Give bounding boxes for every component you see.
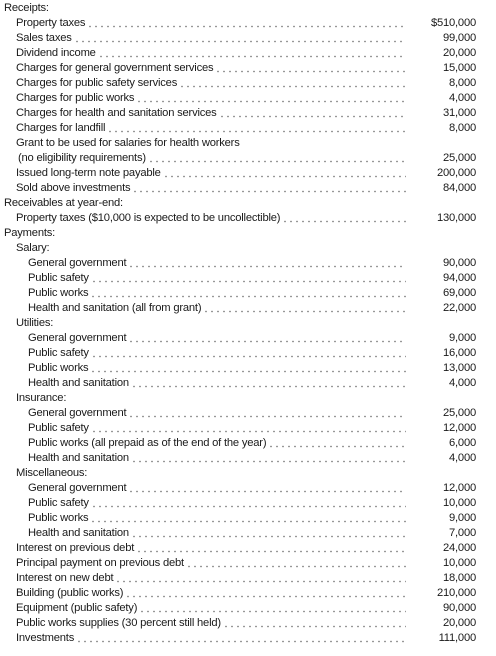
dot-leader: [90, 370, 406, 373]
line-item-amount: 12,000: [442, 482, 476, 494]
line-item-amount: 111,000: [438, 632, 476, 644]
line-item-amount: 15,000: [442, 62, 476, 74]
dot-leader: [131, 385, 406, 388]
line-item-amount: 25,000: [442, 152, 476, 164]
line-item-amount: 24,000: [442, 542, 476, 554]
line-item-amount: 20,000: [442, 617, 476, 629]
section-heading: [0, 226, 496, 241]
line-item-amount: 9,000: [449, 332, 476, 344]
line-item-label: Principal payment on previous debt: [16, 557, 184, 569]
line-item: [0, 616, 496, 631]
line-item-label: General government: [28, 482, 127, 494]
dot-leader: [136, 100, 406, 103]
line-item-amount: 84,000: [442, 182, 476, 194]
line-item: [0, 91, 496, 106]
section-heading: [0, 1, 496, 16]
line-item: [0, 16, 496, 31]
line-item-label: Health and sanitation (all from grant): [28, 302, 202, 314]
line-item: [0, 76, 496, 91]
section-heading: [0, 241, 496, 256]
line-item-amount: 9,000: [449, 512, 476, 524]
line-item: [0, 556, 496, 571]
line-item-label: Charges for landfill: [16, 122, 106, 134]
line-item-label: Interest on new debt: [16, 572, 114, 584]
line-item: [0, 271, 496, 286]
dot-leader: [90, 295, 406, 298]
line-item-amount: 4,000: [449, 377, 476, 389]
dot-leader: [148, 160, 406, 163]
line-item-label: Insurance:: [16, 392, 67, 404]
line-item-label: Public safety: [28, 422, 89, 434]
dot-leader: [128, 265, 406, 268]
line-item-label: Sold above investments: [16, 182, 131, 194]
line-item-amount: 210,000: [436, 587, 476, 599]
line-item: [0, 601, 496, 616]
line-item-label: Public safety: [28, 347, 89, 359]
line-item-amount: 31,000: [442, 107, 476, 119]
section-heading: [0, 316, 496, 331]
line-item: [0, 256, 496, 271]
line-item-amount: 6,000: [449, 437, 476, 449]
line-item-label: Sales taxes: [16, 32, 72, 44]
line-item-amount: 16,000: [442, 347, 476, 359]
dot-leader: [179, 85, 406, 88]
dot-leader: [128, 490, 406, 493]
dot-leader: [132, 190, 406, 193]
line-item: [0, 631, 496, 646]
dot-leader: [91, 505, 406, 508]
line-item-amount: 10,000: [442, 557, 476, 569]
line-item: [0, 421, 496, 436]
line-item: [0, 406, 496, 421]
line-item-label: Property taxes: [16, 17, 86, 29]
line-item-label: Health and sanitation: [28, 377, 129, 389]
dot-leader: [282, 220, 406, 223]
line-item: [0, 526, 496, 541]
line-item-label: Health and sanitation: [28, 527, 129, 539]
line-item-amount: 22,000: [442, 302, 476, 314]
line-item-amount: 99,000: [442, 32, 476, 44]
line-item-label: Public safety: [28, 272, 89, 284]
line-item: [0, 586, 496, 601]
dot-leader: [215, 70, 406, 73]
line-item: [0, 361, 496, 376]
line-item: [0, 571, 496, 586]
line-item: [0, 31, 496, 46]
dot-leader: [115, 580, 406, 583]
dot-leader: [125, 595, 406, 598]
line-item-amount: 4,000: [449, 452, 476, 464]
line-item-label: Equipment (public safety): [16, 602, 138, 614]
line-item-label: Receipts:: [4, 2, 49, 14]
line-item-amount: 69,000: [442, 287, 476, 299]
line-item-label: Utilities:: [16, 317, 54, 329]
dot-leader: [223, 625, 406, 628]
line-item-amount: 25,000: [442, 407, 476, 419]
section-heading: [0, 391, 496, 406]
line-item-label: Receivables at year-end:: [4, 197, 123, 209]
line-item: [0, 301, 496, 316]
dot-leader: [128, 415, 406, 418]
line-item-amount: 94,000: [442, 272, 476, 284]
dot-leader: [186, 565, 406, 568]
line-item-label: Public works: [28, 362, 89, 374]
line-item-amount: 4,000: [449, 92, 476, 104]
line-item-amount: 7,000: [449, 527, 476, 539]
line-item-label: Charges for health and sanitation services: [16, 107, 217, 119]
line-item-amount: 8,000: [449, 77, 476, 89]
line-item-label: Property taxes ($10,000 is expected to be uncollectible): [16, 212, 281, 224]
line-item: [0, 541, 496, 556]
section-heading: [0, 136, 496, 151]
line-item-label: Miscellaneous:: [16, 467, 88, 479]
dot-leader: [90, 520, 406, 523]
line-item: [0, 346, 496, 361]
line-item-label: Public works (all prepaid as of the end of the year): [28, 437, 267, 449]
dot-leader: [139, 610, 406, 613]
dot-leader: [268, 445, 406, 448]
dot-leader: [136, 550, 406, 553]
line-item: [0, 286, 496, 301]
line-item-label: General government: [28, 257, 127, 269]
line-item: [0, 496, 496, 511]
line-item-label: Charges for public works: [16, 92, 135, 104]
dot-leader: [91, 355, 406, 358]
line-item-label: General government: [28, 332, 127, 344]
line-item: [0, 181, 496, 196]
line-item-amount: 18,000: [442, 572, 476, 584]
line-item-amount: 10,000: [442, 497, 476, 509]
line-item-amount: 90,000: [442, 257, 476, 269]
section-heading: [0, 466, 496, 481]
line-item: [0, 121, 496, 136]
line-item-label: General government: [28, 407, 127, 419]
line-item-label: Investments: [16, 632, 75, 644]
line-item-label: Public works: [28, 287, 89, 299]
line-item-amount: 20,000: [442, 47, 476, 59]
dot-leader: [203, 310, 406, 313]
dot-leader: [107, 130, 406, 133]
line-item: [0, 151, 496, 166]
line-item: [0, 211, 496, 226]
line-item: [0, 46, 496, 61]
dot-leader: [76, 640, 406, 643]
line-item-label: Public works supplies (30 percent still held): [16, 617, 221, 629]
line-item-label: Charges for public safety services: [16, 77, 178, 89]
dot-leader: [163, 175, 406, 178]
line-item: [0, 331, 496, 346]
line-item-label: Dividend income: [16, 47, 96, 59]
dot-leader: [128, 340, 406, 343]
dot-leader: [91, 430, 406, 433]
line-item-amount: 13,000: [442, 362, 476, 374]
line-item-amount: $510,000: [430, 17, 476, 29]
line-item: [0, 166, 496, 181]
line-item: [0, 481, 496, 496]
line-item: [0, 61, 496, 76]
line-item-label: Issued long-term note payable: [16, 167, 161, 179]
line-item: [0, 106, 496, 121]
line-item-amount: 12,000: [442, 422, 476, 434]
line-item-label: Charges for general government services: [16, 62, 214, 74]
line-item-label: Health and sanitation: [28, 452, 129, 464]
dot-leader: [74, 40, 406, 43]
dot-leader: [87, 25, 406, 28]
line-item-label: Salary:: [16, 242, 50, 254]
dot-leader: [98, 55, 406, 58]
line-item-label: Interest on previous debt: [16, 542, 135, 554]
line-item-label: Grant to be used for salaries for health workers: [16, 137, 240, 149]
line-item-label: Payments:: [4, 227, 56, 239]
line-item-label: Building (public works): [16, 587, 124, 599]
dot-leader: [219, 115, 406, 118]
dot-leader: [131, 460, 406, 463]
line-item: [0, 376, 496, 391]
line-item-amount: 130,000: [436, 212, 476, 224]
line-item-amount: 8,000: [449, 122, 476, 134]
line-item-amount: 90,000: [442, 602, 476, 614]
line-item-label: Public safety: [28, 497, 89, 509]
dot-leader: [131, 535, 406, 538]
line-item-label: Public works: [28, 512, 89, 524]
line-item-amount: 200,000: [436, 167, 476, 179]
line-item: [0, 511, 496, 526]
line-item-label: (no eligibility requirements): [18, 152, 146, 164]
section-heading: [0, 196, 496, 211]
dot-leader: [91, 280, 406, 283]
line-item: [0, 436, 496, 451]
line-item: [0, 451, 496, 466]
